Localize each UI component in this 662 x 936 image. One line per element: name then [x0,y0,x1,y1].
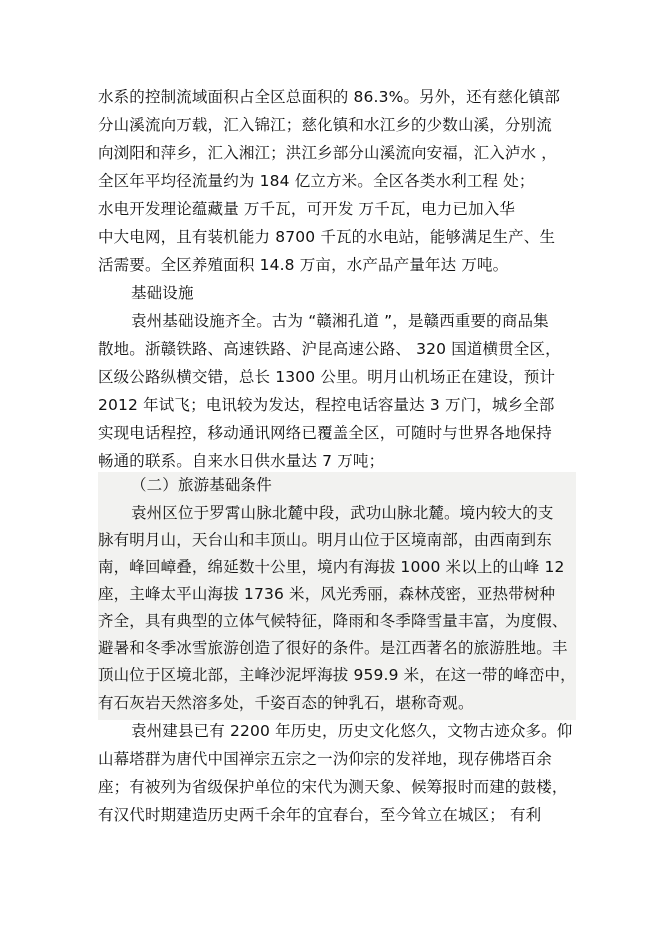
paragraph-line: 山幕塔群为唐代中国禅宗五宗之一沩仰宗的发祥地，现存佛塔百余 [98,750,552,768]
paragraph-line: 畅通的联系。自来水日供水量达 7 万吨； [98,452,385,470]
paragraph-line: 座；有被列为省级保护单位的宋代为测天象、候筹报时而建的鼓楼， [98,778,568,796]
paragraph-line: 南，峰回嶂叠，绵延数十公里，境内有海拔 1000 米以上的山峰 12 [98,558,565,576]
paragraph-line: 水电开发理论蕴藏量 万千瓦，可开发 万千瓦，电力已加入华 [98,200,516,218]
paragraph-line: 脉有明月山，天台山和丰顶山。明月山位于区境南部，由西南到东 [98,531,552,549]
paragraph-line: 避暑和冬季冰雪旅游创造了很好的条件。是江西著名的旅游胜地。丰 [98,639,568,657]
paragraph-line: 袁州建县已有 2200 年历史，历史文化悠久，文物古迹众多。仰 [131,722,573,740]
paragraph-line: 袁州区位于罗霄山脉北麓中段，武功山脉北麓。境内较大的支 [131,504,554,522]
section-heading: （二）旅游基础条件 [131,476,272,494]
paragraph-line: 顶山位于区境北部，主峰沙泥坪海拔 959.9 米，在这一带的峰峦中， [98,666,576,684]
paragraph-line: 分山溪流向万载，汇入锦江；慈化镇和水江乡的少数山溪，分别流 [98,116,552,134]
paragraph-line: 中大电网，且有装机能力 8700 千瓦的水电站，能够满足生产、生 [98,228,556,246]
paragraph-line: 活需要。全区养殖面积 14.8 万亩，水产品产量年达 万吨。 [98,256,509,274]
paragraph-line: 2012 年试飞；电讯较为发达，程控电话容量达 3 万门，城乡全部 [98,396,555,414]
paragraph-line: 座，主峰太平山海拔 1736 米，风光秀丽，森林茂密，亚热带树种 [98,585,556,603]
paragraph-line: 袁州基础设施齐全。古为 “赣湘孔道 ”，是赣西重要的商品集 [131,312,549,330]
paragraph-line: 向浏阳和萍乡，汇入湘江；洪江乡部分山溪流向安福，汇入泸水 ， [98,144,557,162]
paragraph-line: 有汉代时期建造历史两千余年的宜春台，至今耸立在城区； 有利 [98,806,542,824]
section-heading: 基础设施 [131,284,194,302]
paragraph-line: 全区年平均径流量约为 184 亿立方米。全区各类水利工程 处； [98,172,535,190]
paragraph-line: 齐全，具有典型的立体气候特征，降雨和冬季降雪量丰富，为度假、 [98,612,568,630]
paragraph-line: 区级公路纵横交错，总长 1300 公里。明月山机场正在建设，预计 [98,368,556,386]
paragraph-line: 水系的控制流域面积占全区总面积的 86.3%。另外，还有慈化镇部 [98,88,560,106]
paragraph-line: 实现电话程控，移动通讯网络已覆盖全区，可随时与世界各地保持 [98,424,552,442]
paragraph-line: 有石灰岩天然溶多处，千姿百态的钟乳石，堪称奇观。 [98,694,474,712]
paragraph-line: 散地。浙赣铁路、高速铁路、沪昆高速公路、 320 国道横贯全区， [98,340,561,358]
